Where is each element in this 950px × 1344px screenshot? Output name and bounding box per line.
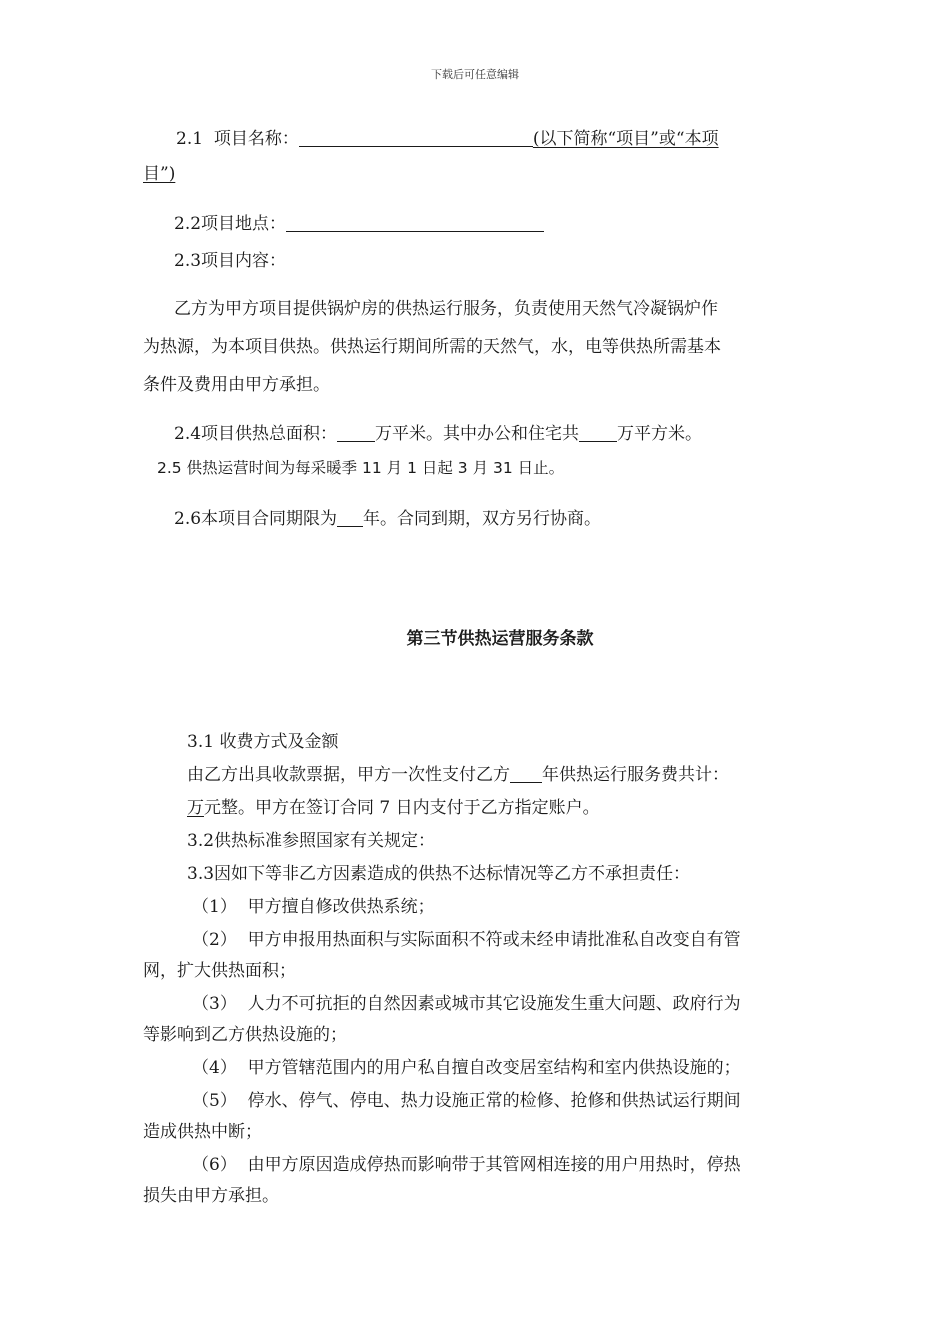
clause-2-4-part-a: 2.4项目供热总面积： [174, 424, 338, 444]
list-item-1-text: 甲方擅自修改供热系统； [247, 897, 435, 917]
clause-2-4-part-b: 万平米。其中办公和住宅共 [375, 424, 580, 444]
list-item-3-text: 人力不可抗拒的自然因素或城市其它设施发生重大问题、政府行为 [247, 994, 741, 1014]
list-item-6 [192, 1154, 741, 1176]
list-item-2 [192, 929, 741, 951]
list-item-6-text: 由甲方原因造成停热而影响带于其管网相连接的用户用热时，停热 [247, 1155, 741, 1175]
page-header: 下载后可任意编辑 [431, 68, 519, 81]
clause-2-1-suffix: (以下简称“项目”或“本项 [532, 129, 719, 149]
list-item-3-number: （3） [192, 994, 237, 1014]
clause-2-4 [174, 423, 702, 445]
clause-2-5: 2.5 供热运营时间为每采暖季 11 月 1 日起 3 月 31 日止。 [157, 459, 565, 477]
list-item-1-number: （1） [192, 897, 237, 917]
list-item-2-cont: 网，扩大供热面积； [143, 961, 296, 981]
clause-3-1-line1-b: 年供热运行服务费共计： [542, 765, 729, 785]
clause-3-1-line2 [187, 797, 600, 819]
clause-2-3-body-line3: 条件及费用由甲方承担。 [143, 375, 330, 395]
list-item-4 [192, 1057, 741, 1079]
list-item-3-cont: 等影响到乙方供热设施的； [143, 1025, 347, 1045]
residential-area-blank[interactable] [579, 425, 617, 442]
list-item-6-cont: 损失由甲方承担。 [143, 1186, 279, 1206]
clause-3-1-title: 3.1 收费方式及金额 [187, 732, 339, 752]
list-item-2-text: 甲方申报用热面积与实际面积不符或未经申请批准私自改变自有管 [247, 930, 741, 950]
clause-2-1-suffix-cont: 目”) [143, 164, 176, 184]
list-item-4-text: 甲方管辖范围内的用户私自擅自改变居室结构和室内供热设施的； [247, 1058, 741, 1078]
clause-3-1-line1 [187, 764, 729, 786]
list-item-2-number: （2） [192, 930, 237, 950]
list-item-1 [192, 896, 435, 918]
list-item-5 [192, 1090, 741, 1112]
list-item-3 [192, 993, 741, 1015]
fee-amount-unit[interactable]: 万 [187, 798, 204, 818]
project-location-blank[interactable] [286, 215, 544, 232]
list-item-5-cont: 造成供热中断； [143, 1122, 262, 1142]
list-item-4-number: （4） [192, 1058, 237, 1078]
clause-2-3-body-line2: 为热源，为本项目供热。供热运行期间所需的天然气，水，电等供热所需基本 [143, 337, 721, 357]
clause-2-2-label: 2.2项目地点： [174, 214, 287, 234]
clause-2-1-number: 2.1 [176, 129, 204, 149]
clause-2-3: 2.3项目内容： [174, 251, 287, 271]
list-item-5-number: （5） [192, 1091, 237, 1111]
list-item-5-text: 停水、停气、停电、热力设施正常的检修、抢修和供热试运行期间 [247, 1091, 741, 1111]
clause-2-6 [174, 508, 601, 530]
total-area-blank[interactable] [337, 425, 375, 442]
clause-2-6-part-a: 2.6本项目合同期限为 [174, 509, 338, 529]
section-title: 第三节供热运营服务条款 [406, 629, 594, 649]
project-name-blank[interactable] [299, 130, 533, 147]
clause-3-2: 3.2供热标准参照国家有关规定： [187, 831, 436, 851]
clause-2-4-part-c: 万平方米。 [617, 424, 703, 444]
clause-2-3-body-line1: 乙方为甲方项目提供锅炉房的供热运行服务，负责使用天然气冷凝锅炉作 [174, 299, 718, 319]
clause-2-1-line1 [176, 128, 719, 150]
clause-3-1-line1-a: 由乙方出具收款票据，甲方一次性支付乙方 [187, 765, 510, 785]
list-item-6-number: （6） [192, 1155, 237, 1175]
clause-2-1-label: 项目名称： [213, 129, 299, 149]
contract-years-blank[interactable] [337, 510, 363, 527]
clause-2-2 [174, 213, 544, 235]
clause-2-1-line2 [143, 163, 175, 185]
clause-3-1-line2-b: 元整。甲方在签订合同 7 日内支付于乙方指定账户。 [204, 798, 600, 818]
service-years-blank[interactable] [510, 766, 542, 783]
clause-2-6-part-b: 年。合同到期，双方另行协商。 [363, 509, 602, 529]
clause-3-3: 3.3因如下等非乙方因素造成的供热不达标情况等乙方不承担责任： [187, 864, 691, 884]
